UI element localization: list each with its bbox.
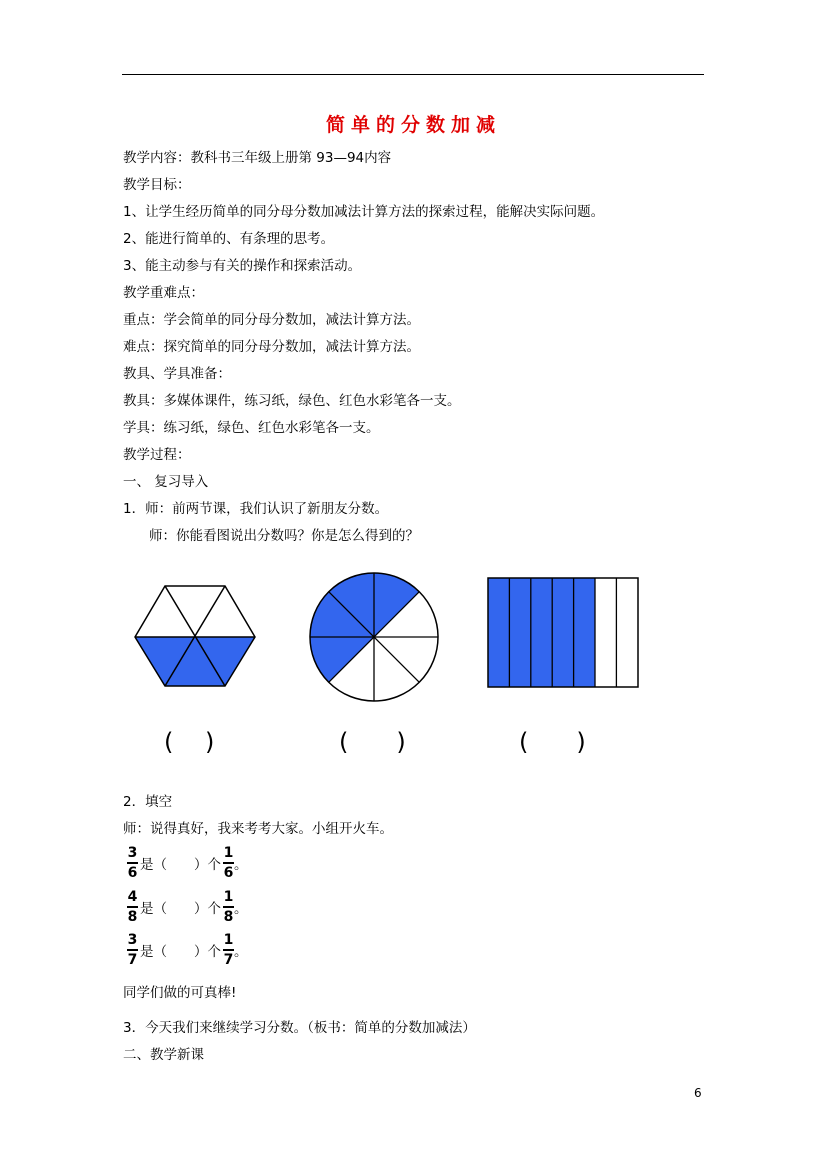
fraction-figures: [120, 570, 650, 705]
circle-figure: [310, 573, 438, 701]
unit-fraction: $\frac{1}{6}$: [223, 845, 234, 881]
fill-row: $\frac{3}{7}$ 是（ ）个 $\frac{1}{7}$ 。: [127, 932, 248, 968]
text-line: 同学们做的可真棒!: [123, 985, 237, 1001]
text-line: 学具：练习纸，绿色、红色水彩笔各一支。: [123, 420, 380, 436]
answer-paren: ( ): [519, 728, 586, 756]
section-heading: 二、教学新课: [123, 1047, 204, 1063]
answer-paren: ( ): [164, 728, 215, 756]
text-line: 师：说得真好，我来考考大家。小组开火车。: [123, 821, 393, 837]
fraction: $\frac{4}{8}$: [127, 889, 138, 925]
unit-fraction: $\frac{1}{8}$: [223, 889, 234, 925]
text-line: 3．今天我们来继续学习分数。（板书：简单的分数加减法）: [123, 1020, 476, 1036]
text-line: 1、让学生经历简单的同分母分数加减法计算方法的探索过程，能解决实际问题。: [123, 204, 605, 220]
text-line: 教具、学具准备：: [123, 366, 231, 382]
text-line: 难点：探究简单的同分母分数加，减法计算方法。: [123, 339, 420, 355]
text-line: 2．填空: [123, 794, 173, 810]
fill-row: $\frac{3}{6}$ 是（ ）个 $\frac{1}{6}$ 。: [127, 845, 248, 881]
header-rule: [122, 74, 704, 75]
rectangle-figure: [488, 578, 638, 687]
fraction: $\frac{3}{6}$: [127, 845, 138, 881]
text-line: 教学目标：: [123, 177, 191, 193]
page-number: 6: [694, 1086, 702, 1100]
text-line: 教学内容：教科书三年级上册第 93—94内容: [123, 150, 392, 166]
text-line: 教学重难点：: [123, 285, 204, 301]
hexagon-figure: [135, 586, 255, 686]
text-line: 一、 复习导入: [123, 474, 209, 490]
text-line: 教具：多媒体课件，练习纸，绿色、红色水彩笔各一支。: [123, 393, 461, 409]
unit-fraction: $\frac{1}{7}$: [223, 932, 234, 968]
answer-paren: ( ): [339, 728, 406, 756]
text-line: 师：你能看图说出分数吗？你是怎么得到的？: [149, 528, 419, 544]
page-title: 简单的分数加减: [325, 114, 501, 136]
fill-row: $\frac{4}{8}$ 是（ ）个 $\frac{1}{8}$ 。: [127, 889, 248, 925]
text-line: 重点：学会简单的同分母分数加，减法计算方法。: [123, 312, 420, 328]
fraction: $\frac{3}{7}$: [127, 932, 138, 968]
text-line: 教学过程：: [123, 447, 191, 463]
text-line: 2、能进行简单的、有条理的思考。: [123, 231, 335, 247]
text-line: 3、能主动参与有关的操作和探索活动。: [123, 258, 362, 274]
text-line: 1．师：前两节课，我们认识了新朋友分数。: [123, 501, 389, 517]
